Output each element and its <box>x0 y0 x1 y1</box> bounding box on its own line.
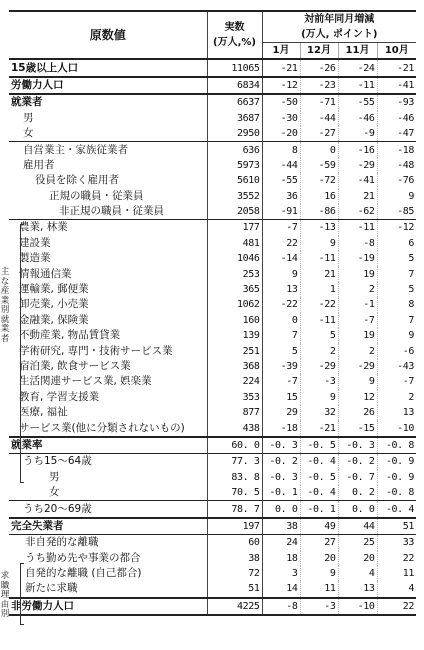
row-label: 就業者 <box>9 94 207 110</box>
table-row <box>9 297 416 312</box>
row-actual: 3552 <box>207 189 262 204</box>
row-change-11: -29 <box>338 158 377 173</box>
row-label: 金融業, 保険業 <box>19 313 89 326</box>
row-change-12: 27 <box>300 535 338 551</box>
row-label: 就業率 <box>9 437 207 454</box>
header-actual-label: 実数 <box>224 22 245 34</box>
row-actual: 368 <box>207 359 262 374</box>
row-change-1: -12 <box>262 77 300 94</box>
row-change-1: -91 <box>280 206 298 218</box>
row-change-12: 2 <box>300 343 338 358</box>
row-actual: 60. 0 <box>207 437 262 454</box>
row-change-10: -76 <box>377 173 416 188</box>
table-row <box>9 470 416 485</box>
row-change-1: -0. 2 <box>262 454 300 470</box>
row-label: 男 <box>23 111 34 124</box>
row-actual: 4225 <box>207 598 262 615</box>
row-change-11: 13 <box>338 581 377 597</box>
table-row <box>9 282 416 297</box>
row-change-10: -6 <box>377 343 416 358</box>
row-change-12: -0. 4 <box>300 454 338 470</box>
row-change-11: -0. 2 <box>338 454 377 470</box>
row-change-11: -29 <box>338 359 377 374</box>
row-change-11: 12 <box>338 390 377 405</box>
row-change-11: -24 <box>338 59 377 76</box>
table-row <box>9 420 416 436</box>
row-change-10: 5 <box>377 251 416 266</box>
row-change-10: -12 <box>377 220 416 236</box>
row-actual: 6637 <box>207 94 262 110</box>
row-change-1: -0. 3 <box>262 437 300 454</box>
row-change-1: -39 <box>280 361 298 372</box>
row-change-12: -21 <box>300 420 338 436</box>
row-change-12: 21 <box>300 266 338 281</box>
row-change-11: -8 <box>338 236 377 251</box>
row-change-1: 0. 0 <box>262 501 300 518</box>
row-change-1: -18 <box>280 422 298 434</box>
row-actual: 5973 <box>207 158 262 173</box>
header-group-title: 対前年同月増減 <box>304 14 375 25</box>
row-change-11: -1 <box>338 297 377 312</box>
row-actual: 6834 <box>207 77 262 94</box>
row-change-11: 19 <box>338 266 377 281</box>
row-actual: 365 <box>207 282 262 297</box>
table-row <box>9 266 416 281</box>
row-change-1: -7 <box>286 376 298 388</box>
table-row <box>9 390 416 405</box>
row-change-11: -9 <box>338 126 377 142</box>
row-change-10: -10 <box>377 420 416 436</box>
row-change-12: 11 <box>300 581 338 597</box>
row-actual: 160 <box>207 313 262 328</box>
row-change-10: -43 <box>377 359 416 374</box>
header-group-unit: (万人, ポイント) <box>301 29 378 40</box>
row-actual: 197 <box>207 518 262 535</box>
row-change-1: -44 <box>280 159 298 171</box>
row-actual: 2950 <box>207 126 262 142</box>
row-change-11: 4 <box>338 566 377 581</box>
row-change-12: -59 <box>300 158 338 173</box>
row-label: 15歳以上人口 <box>9 59 207 76</box>
row-change-12: 0 <box>300 142 338 158</box>
row-change-12: -72 <box>300 173 338 188</box>
row-actual: 251 <box>207 343 262 358</box>
header-group <box>262 11 416 43</box>
row-label: 非自発的な離職 <box>9 535 207 551</box>
row-label: 女 <box>23 127 34 140</box>
row-change-10: -0. 4 <box>377 501 416 518</box>
header-actual <box>207 11 262 59</box>
row-change-11: 26 <box>338 405 377 420</box>
row-change-12: -26 <box>300 59 338 76</box>
row-change-1: 13 <box>286 284 298 296</box>
row-change-12: -11 <box>300 251 338 266</box>
row-actual: 177 <box>207 220 262 236</box>
row-change-11: -11 <box>338 77 377 94</box>
table-row <box>9 581 416 597</box>
row-change-12: -0. 4 <box>300 485 338 501</box>
row-change-10: 4 <box>377 581 416 597</box>
row-label: うち勤め先や事業の都合 <box>25 551 141 564</box>
row-change-10: 7 <box>377 313 416 328</box>
row-actual: 253 <box>207 266 262 281</box>
row-change-12: -86 <box>300 204 338 220</box>
row-actual: 5610 <box>207 173 262 188</box>
row-label: 自発的な離職 (自己都合) <box>25 567 142 580</box>
row-label: 製造業 <box>19 252 51 265</box>
row-change-11: -10 <box>338 598 377 615</box>
header-month-11: 11月 <box>338 43 377 60</box>
table-body <box>9 59 416 615</box>
row-label: 女 <box>49 486 60 499</box>
row-actual: 3687 <box>207 111 262 126</box>
row-actual: 78. 7 <box>207 501 262 518</box>
reason-bracket <box>20 563 24 625</box>
row-actual: 1046 <box>207 251 262 266</box>
row-change-10: 11 <box>377 566 416 581</box>
row-label: 新たに求職 <box>25 582 78 595</box>
row-change-12: -0. 1 <box>300 501 338 518</box>
row-change-10: -93 <box>377 94 416 110</box>
row-label: 農業, 林業 <box>9 220 207 236</box>
table-row <box>9 374 416 389</box>
row-label: 雇用者 <box>23 158 55 171</box>
row-actual: 1062 <box>207 297 262 312</box>
row-change-10: 2 <box>377 390 416 405</box>
row-actual: 139 <box>207 328 262 343</box>
row-label: サービス業(他に分類されないもの) <box>19 421 185 434</box>
labor-force-table <box>9 10 416 616</box>
row-change-11: -41 <box>338 173 377 188</box>
row-change-12: 20 <box>300 551 338 566</box>
row-change-1: 38 <box>262 518 300 535</box>
row-label: うち20～69歳 <box>9 501 207 518</box>
table-row <box>9 328 416 343</box>
row-change-1: 3 <box>291 568 298 580</box>
row-actual: 83. 8 <box>207 470 262 485</box>
industry-bracket <box>20 224 24 483</box>
row-change-12: 5 <box>300 328 338 343</box>
row-change-1: -0. 3 <box>269 471 298 483</box>
table-row <box>9 598 416 615</box>
row-label: 生活関連サービス業, 娯楽業 <box>19 375 152 388</box>
row-actual: 38 <box>207 551 262 566</box>
row-actual: 72 <box>207 566 262 581</box>
row-actual: 70. 5 <box>207 485 262 501</box>
row-label: 宿泊業, 飲食サービス業 <box>19 360 131 372</box>
side-label-reason: 求職理由別 <box>0 571 10 619</box>
row-actual: 224 <box>207 374 262 389</box>
row-change-1: -55 <box>280 175 298 187</box>
row-actual: 438 <box>207 420 262 436</box>
header-label-col: 原数値 <box>9 11 207 59</box>
row-change-12: 9 <box>300 390 338 405</box>
row-actual: 2058 <box>207 204 262 220</box>
row-change-1: 8 <box>262 142 300 158</box>
row-change-12: 1 <box>300 282 338 297</box>
row-change-12: 9 <box>300 566 338 581</box>
row-change-12: 32 <box>300 405 338 420</box>
row-change-10: 7 <box>377 266 416 281</box>
row-change-1: -22 <box>280 299 298 311</box>
row-actual: 877 <box>207 405 262 420</box>
table-row <box>9 173 416 188</box>
row-change-11: -15 <box>338 420 377 436</box>
row-change-1: -20 <box>280 128 298 140</box>
row-label: 労働力人口 <box>9 77 207 94</box>
row-change-10: -0. 8 <box>377 485 416 501</box>
row-change-10: -18 <box>377 142 416 158</box>
row-label: うち15～64歳 <box>9 454 207 470</box>
row-change-12: -27 <box>300 126 338 142</box>
row-change-10: 6 <box>377 236 416 251</box>
row-label: 完全失業者 <box>9 518 207 535</box>
row-actual: 481 <box>207 236 262 251</box>
row-change-11: -0. 7 <box>338 470 377 485</box>
row-change-11: -62 <box>338 204 377 220</box>
header-month-10: 10月 <box>377 43 416 60</box>
row-label: 男 <box>49 470 60 483</box>
row-change-11: 44 <box>338 518 377 535</box>
table-row <box>9 126 416 142</box>
row-change-12: -71 <box>300 94 338 110</box>
row-change-1: -7 <box>262 220 300 236</box>
row-change-11: 25 <box>338 535 377 551</box>
row-change-12: -29 <box>300 359 338 374</box>
row-change-1: 7 <box>291 330 298 342</box>
table-row <box>9 251 416 266</box>
row-change-12: -22 <box>300 297 338 312</box>
row-label: 不動産業, 物品賃貸業 <box>19 329 121 342</box>
row-change-10: 9 <box>377 328 416 343</box>
table-row <box>9 535 416 551</box>
row-change-11: -11 <box>338 220 377 236</box>
row-change-10: -21 <box>377 59 416 76</box>
table-row <box>9 437 416 454</box>
row-change-11: 0. 0 <box>338 501 377 518</box>
row-change-12: -0. 5 <box>300 437 338 454</box>
row-change-11: 2 <box>338 343 377 358</box>
row-change-10: -0. 9 <box>377 454 416 470</box>
row-change-10: 51 <box>377 518 416 535</box>
row-change-12: -44 <box>300 111 338 126</box>
row-change-12: -11 <box>300 313 338 328</box>
row-change-10: 22 <box>377 551 416 566</box>
row-change-12: -13 <box>300 220 338 236</box>
row-change-1: -0. 1 <box>269 487 298 499</box>
row-label: 非正規の職員・従業員 <box>59 205 164 218</box>
row-label: 運輸業, 郵便業 <box>19 283 89 296</box>
row-label: 医療, 福祉 <box>19 406 68 419</box>
row-change-1: 18 <box>286 552 298 564</box>
row-change-11: 21 <box>338 189 377 204</box>
table-row <box>9 77 416 94</box>
row-label: 非労働力人口 <box>9 598 207 615</box>
row-change-10: 33 <box>377 535 416 551</box>
row-change-1: 36 <box>286 190 298 202</box>
row-change-1: -30 <box>280 112 298 124</box>
row-actual: 636 <box>207 142 262 158</box>
table-row <box>9 343 416 358</box>
row-change-1: 14 <box>286 583 298 595</box>
row-change-10: 13 <box>377 405 416 420</box>
row-change-11: 9 <box>338 374 377 389</box>
row-change-1: -8 <box>262 598 300 615</box>
table-row <box>9 59 416 76</box>
row-change-10: 5 <box>377 282 416 297</box>
table-row <box>9 405 416 420</box>
row-change-1: -50 <box>262 94 300 110</box>
row-change-12: 16 <box>300 189 338 204</box>
row-label: 自営業主・家族従業者 <box>9 142 207 158</box>
row-change-1: -21 <box>262 59 300 76</box>
table-row <box>9 236 416 251</box>
row-change-11: -16 <box>338 142 377 158</box>
table-row <box>9 551 416 566</box>
row-change-1: 29 <box>286 407 298 419</box>
table-row <box>9 189 416 204</box>
row-actual: 11065 <box>207 59 262 76</box>
row-change-12: 9 <box>300 236 338 251</box>
row-label: 卸売業, 小売業 <box>19 298 89 311</box>
row-change-12: -3 <box>300 598 338 615</box>
row-change-11: 19 <box>338 328 377 343</box>
row-change-12: -3 <box>300 374 338 389</box>
row-change-10: -85 <box>377 204 416 220</box>
table-row <box>9 142 416 158</box>
table-row <box>9 359 416 374</box>
row-change-10: 8 <box>377 297 416 312</box>
row-change-10: -0. 8 <box>377 437 416 454</box>
row-change-10: -47 <box>377 126 416 142</box>
row-change-11: -55 <box>338 94 377 110</box>
row-actual: 77. 3 <box>207 454 262 470</box>
header-month-1: 1月 <box>262 43 300 60</box>
row-change-10: 22 <box>377 598 416 615</box>
row-change-11: -46 <box>338 111 377 126</box>
row-label: 情報通信業 <box>19 267 72 280</box>
table-row <box>9 204 416 220</box>
row-change-10: 9 <box>377 189 416 204</box>
table-row <box>9 220 416 236</box>
table-row <box>9 158 416 173</box>
row-change-10: -46 <box>377 111 416 126</box>
table-row <box>9 501 416 518</box>
table-row <box>9 111 416 126</box>
table-row <box>9 566 416 581</box>
row-change-10: -0. 9 <box>377 470 416 485</box>
row-change-1: 9 <box>291 268 298 280</box>
table-row <box>9 94 416 110</box>
row-label: 学術研究, 専門・技術サービス業 <box>19 344 173 357</box>
row-change-1: -14 <box>280 253 298 265</box>
row-change-12: 49 <box>300 518 338 535</box>
row-actual: 353 <box>207 390 262 405</box>
row-label: 建設業 <box>19 236 51 249</box>
row-change-1: 15 <box>286 391 298 403</box>
table-row <box>9 313 416 328</box>
row-change-12: -23 <box>300 77 338 94</box>
row-change-11: -19 <box>338 251 377 266</box>
side-label-industry: 主な産業別就業者 <box>0 267 10 344</box>
row-change-1: 24 <box>262 535 300 551</box>
row-change-1: 22 <box>286 237 298 249</box>
header-actual-unit: (万人,%) <box>213 37 256 49</box>
row-change-10: -48 <box>377 158 416 173</box>
table-row <box>9 454 416 470</box>
row-label: 役員を除く雇用者 <box>35 174 119 187</box>
table-row <box>9 518 416 535</box>
row-actual: 60 <box>207 535 262 551</box>
row-actual: 51 <box>207 581 262 597</box>
row-change-11: 2 <box>338 282 377 297</box>
row-change-11: -0. 3 <box>338 437 377 454</box>
row-change-1: 5 <box>291 345 298 357</box>
row-label: 正規の職員・従業員 <box>49 189 144 202</box>
header-month-12: 12月 <box>300 43 338 60</box>
row-change-11: 20 <box>338 551 377 566</box>
row-change-11: -7 <box>338 313 377 328</box>
row-change-1: 0 <box>291 314 298 326</box>
row-change-10: -41 <box>377 77 416 94</box>
row-change-10: -7 <box>377 374 416 389</box>
row-label: 教育, 学習支援業 <box>19 390 100 403</box>
table-row <box>9 485 416 501</box>
row-change-12: -0. 5 <box>300 470 338 485</box>
row-change-11: 0. 2 <box>338 485 377 501</box>
